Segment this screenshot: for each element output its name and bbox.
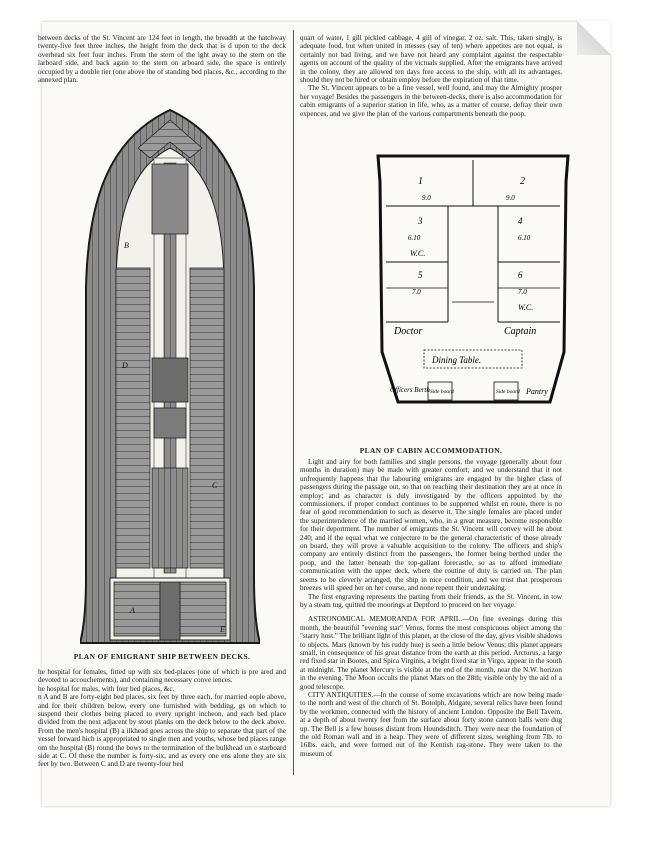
- ship-label-d: D: [122, 361, 128, 370]
- ship-plan-caption: PLAN OF EMIGRANT SHIP BETWEEN DECKS.: [73, 652, 251, 661]
- dim-2: 9.0: [506, 194, 515, 202]
- paragraph: The St. Vincent appears to be a fine vessel, well found, and may the Almighty prosper her voyage! Besides the passengers in the between-decks, there is also accommodation for cabin emigrants of a superior station in life, who, as a matter of course, defray their own expences, and we give the plan of the various compartments beneath the poop.: [300, 84, 562, 118]
- dim-4: 6.10: [518, 234, 531, 242]
- paragraph: quart of water, 1 gill pickled cabbage, 4 gill of vinegar, 2 oz. salt. This, taken singly, is adequate food, but when united in messes (say of ten) where appetites are not equal, is certainly not bad living, and we have not heard any complaint against the respectable agents on account of the quality of the victuals supplied. After the emigrants have arrived in the colony, they are allowed ten days free access to the ship, with all its advantages, should they not be hired or obtain employ before the expiration of that time.: [300, 34, 562, 85]
- paragraph: Light and airy for both families and single persons, the voyage (generally about four months in duration) may be made with greater comfort; and we understand that it not unfrequently happens that the labouring emigrants are engaged by the higher class of passengers during the passage out, so that on reaching their destination they are at once in employ; and as character is duly investigated by the officers appointed by the commissioners, if proper conduct continues to be supported whilst en route, there is no fear of good recommendation to such as deserve it. The single females are placed under the superintendence of the married women, who, in a great measure, become responsible for their deportment. The number of emigrants the St. Vincent will convey will be about 240; and if the equal what we conjecture to be the general characteristic of those already on board, they will prove a valuable acquisition to the colony. The officers and ship's company are entirely distinct from the passengers, the former being berthed under the poop, and the latter beneath the top-gallant forecastle, so as to afford immediate communication with the upper deck, where the routine of duty is carried on. The plan seems to be cleverly arranged, the ship in nice condition, and we trust that prosperous breezes will speed her on her course, and none repent their undertaking.: [300, 458, 562, 593]
- city-antiquities-paragraph: CITY ANTIQUITIES.—In the course of some excavations which are now being made to the north and west of the church of St. Botolph, Aldgate, several relics have been found by the workmen, connected with the history of ancient London. Opposite the Bell Tavern, at a depth of about twenty feet from the surface about forty stone cannon balls were dug up. The Bell is a few houses distant from Houndsditch. They were near the foundation of the old Roman wall and in a heap. They were of different sizes, weighing from 7lb. to 16lbs. each, and were formed out of the Kentish rag-stone. They were taken to the museum of: [300, 690, 562, 758]
- dim-5: 7.0: [412, 288, 421, 296]
- dining-table-label: Dining Table.: [432, 355, 482, 365]
- captain-label: Captain: [504, 326, 537, 337]
- pantry-label: Pantry: [526, 387, 548, 396]
- room-2: 2: [520, 176, 525, 187]
- ship-label-e: E: [220, 625, 225, 634]
- room-1: 1: [418, 176, 423, 187]
- paragraph: between decks of the St. Vincent are 124 feet in length, the breadth at the hatchway twenty-five feet three inches, the height from the deck that is d upon to the deck overhead six feet four inches. From the stern of the ight away to the stern on the larboard side, and back again to the stern on arboard side, the space is entirely occupied by a double tier (one above the of standing bed places, &c., according to the annexed plan.: [38, 34, 286, 85]
- ship-label-c: C: [212, 481, 218, 490]
- column-divider: [293, 30, 294, 775]
- sideboard-right: Side board: [496, 389, 520, 395]
- ship-label-a1: A: [130, 606, 135, 615]
- article-right-top: [300, 34, 562, 118]
- room-3: 3: [418, 216, 423, 226]
- article-right-bottom: [300, 458, 562, 758]
- paragraph: he hospital for females, fitted up with six bed-places (one of which is pre ared and devoted to accouchements), and containing necessary conve iences.: [38, 668, 286, 685]
- room-4: 4: [518, 216, 523, 226]
- room-5: 5: [418, 270, 423, 280]
- article-left-top: [38, 34, 286, 84]
- cabin-plan-caption: PLAN OF CABIN ACCOMMODATION.: [359, 446, 503, 455]
- dim-6: 7.0: [518, 288, 527, 296]
- ship-label-b: B: [124, 241, 129, 250]
- wc-left: W.C.: [410, 249, 426, 258]
- paragraph: he hospital for males, with four bed places, &c.: [38, 684, 175, 693]
- room-6: 6: [518, 270, 523, 280]
- doctor-label: Doctor: [394, 326, 423, 337]
- article-left-bottom: [38, 668, 286, 769]
- officers-berth-label: Officers Berth: [390, 386, 430, 394]
- cabin-accommodation-plan: [368, 152, 578, 442]
- emigrant-ship-plan: [80, 108, 260, 648]
- wc-right: W.C.: [518, 303, 534, 312]
- sideboard-left: Side board: [430, 389, 454, 395]
- paragraph: The first engraving represents the parting from their friends, as the St. Vincent, in tow by a steam tug, quitted the moorings at Deptford to proceed on her voyage.: [300, 592, 562, 609]
- astronomy-paragraph: ASTRONOMICAL MEMORANDA FOR APRIL.—On fine evenings during this month, the beautiful "evening star" Venus, forms the most conspicuous object among the "starry host." The brilliant light of this planet, at the close of the day, gives visible shadows to objects. Mars (known by his ruddy hue) is seen a little below Venus; this planet appears small, in consequence of his great distance from the earth at this period. Arcturus, a large red fixed star in Bootes, and Spica Virginis, a bright fixed star in Virgo, appear in the south at midnight. The planet Mercury is visible at the end of the month, near the N.W. horizon in the evening. The Moon occults the planet Mars on the 28th; visible only by the aid of a good telescope.: [300, 615, 562, 691]
- dim-3: 6.10: [408, 234, 421, 242]
- page-curl-corner: [577, 21, 611, 55]
- paragraph: n A and B are forty-eight bed places, six feet by three each, for married eople above, and for their children below, every one furnished with bedding, gs on which to suspend their clothes being placed to every upright incheon, and each bed place divided from the next adjacent by stout planks om the deck below to the deck above. From the men's hospital (B) a ilkhead goes across the ship to separate that part of the vessel forward hich is appropriated to single men and youths, whose bed places range om the hospital (B) round the bows to the termination of the bulkhead on e starboard side at C. Of these the number is forty-six, and as every one ens alone they are six feet by two. Between C and D are twenty-four bed: [38, 693, 286, 769]
- dim-1: 9.0: [422, 194, 431, 202]
